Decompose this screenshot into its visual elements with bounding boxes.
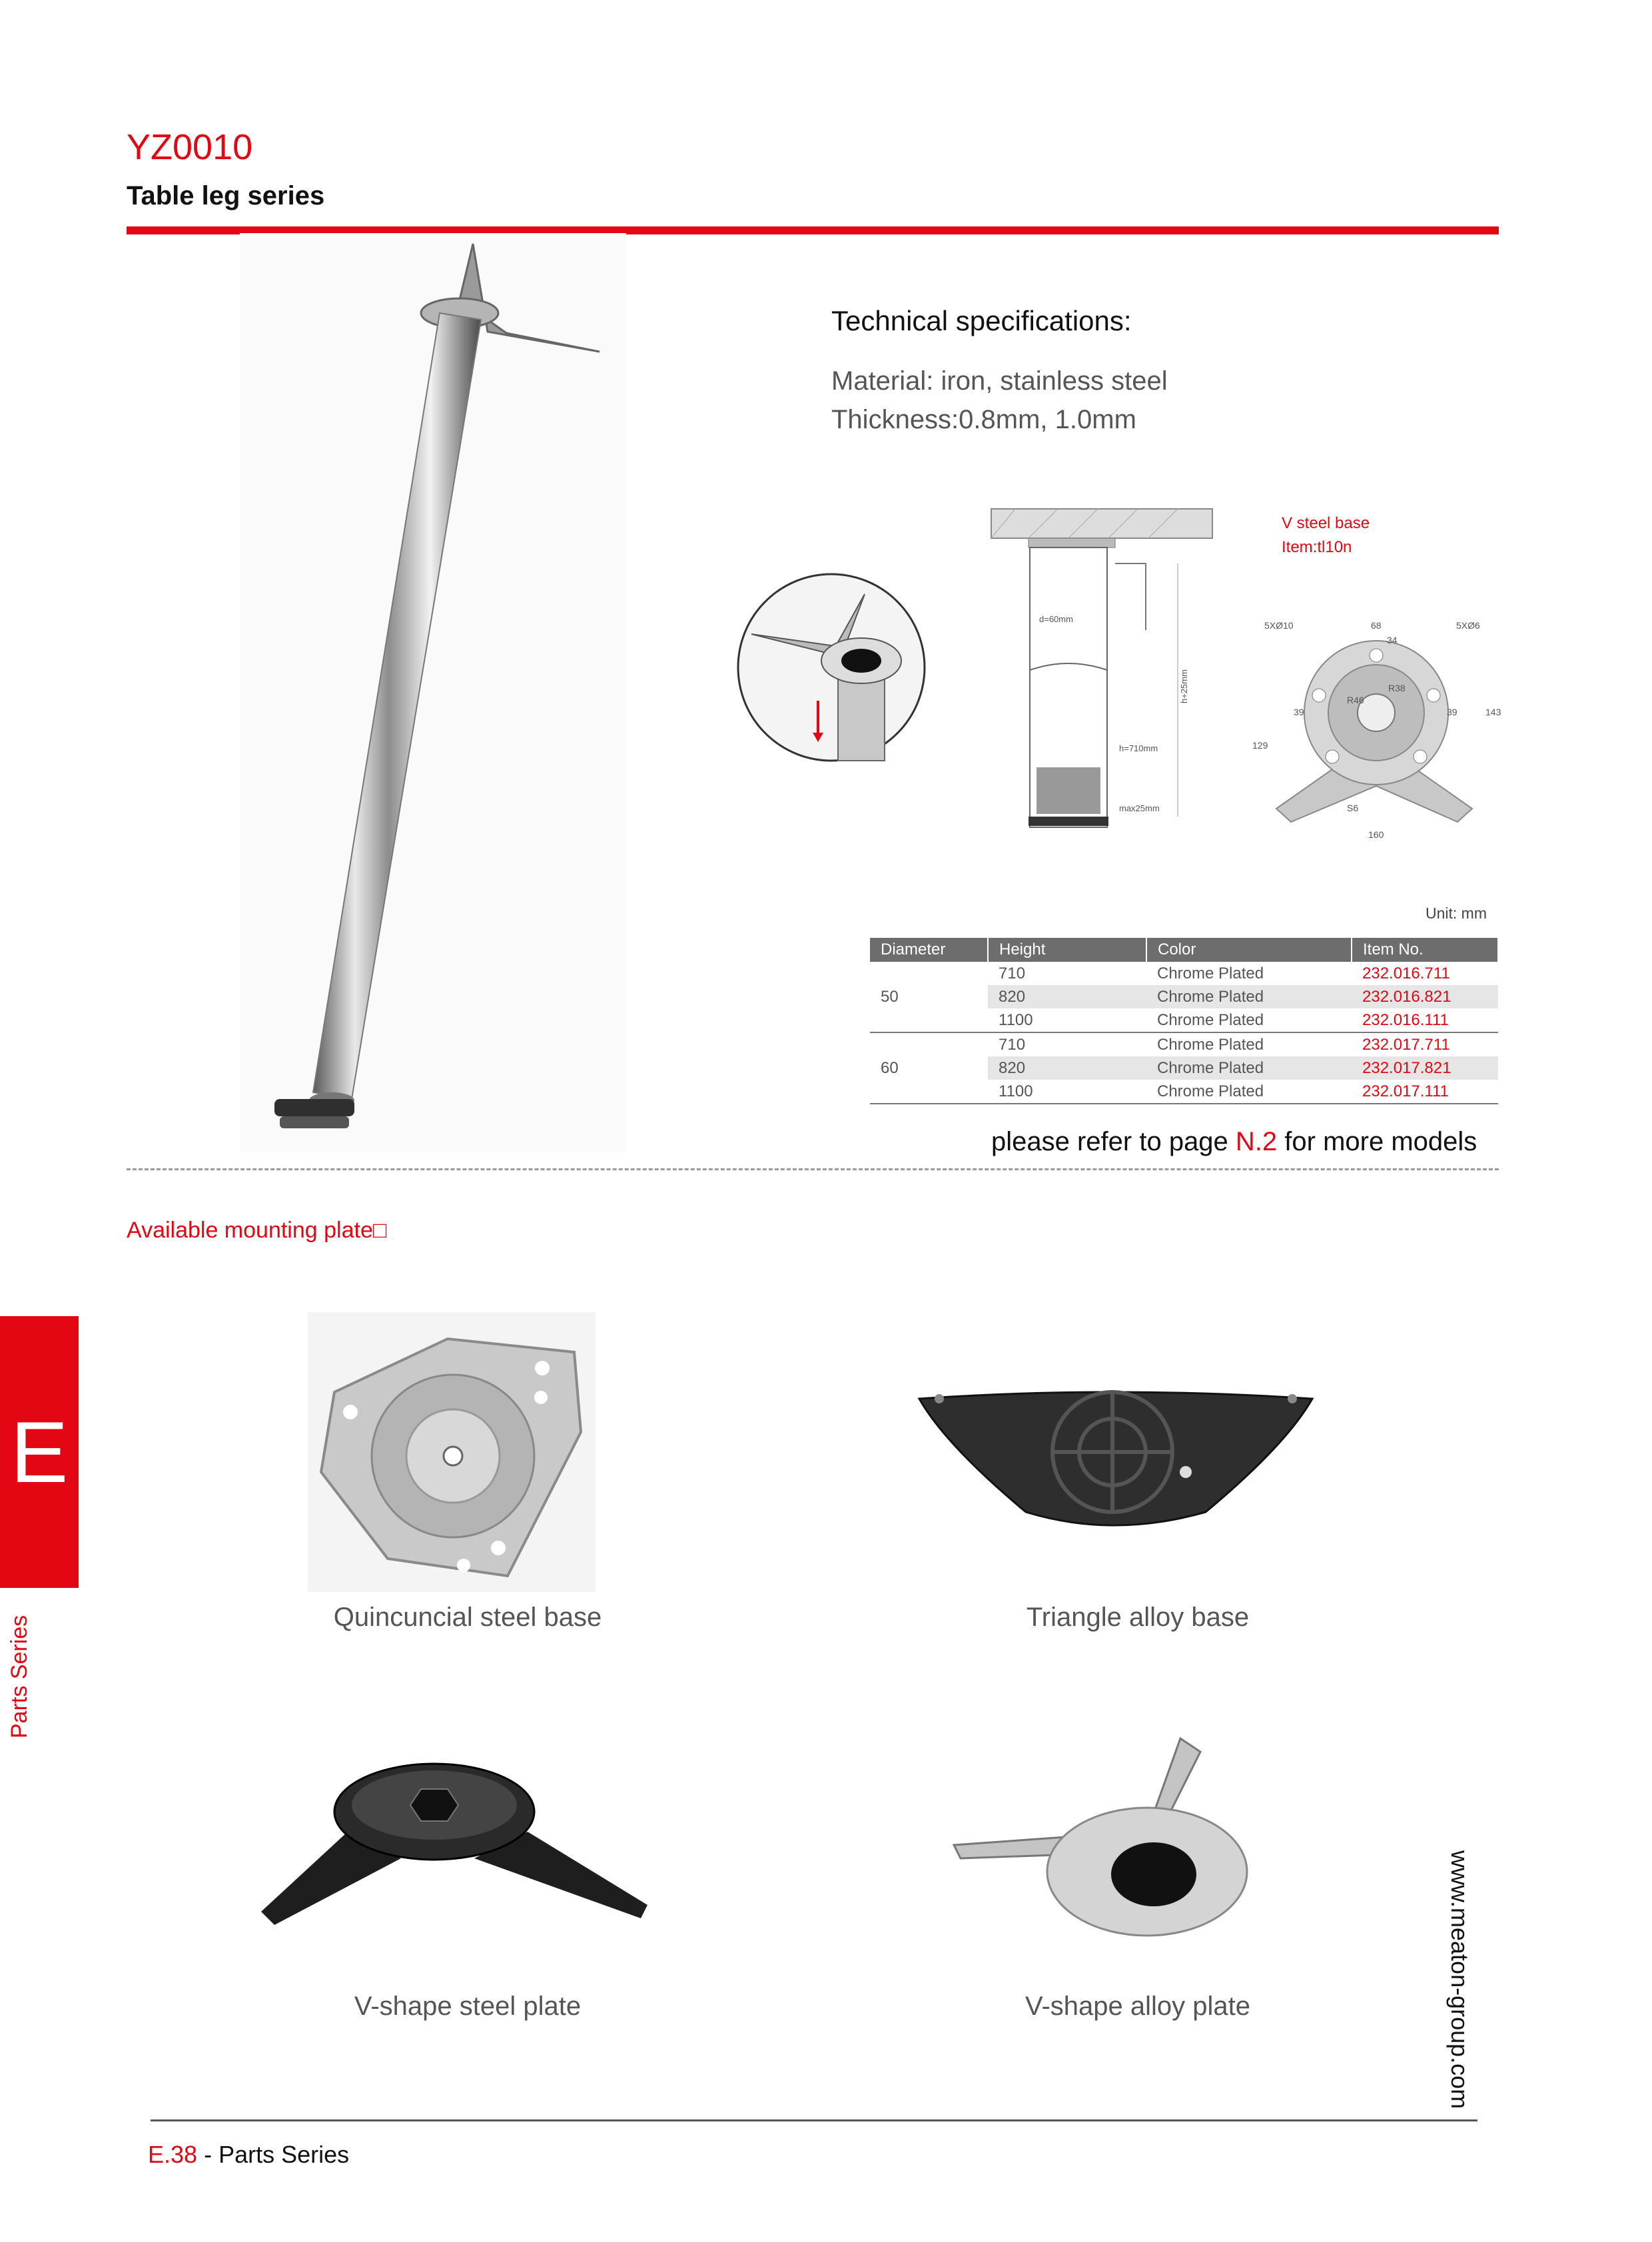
color-cell: Chrome Plated [1157, 1035, 1264, 1054]
dim-143: 143 [1485, 707, 1501, 717]
v-base-title: V steel base [1282, 514, 1370, 532]
v-base-drawing [1246, 615, 1512, 855]
refer-page-link[interactable]: N.2 [1235, 1127, 1278, 1156]
footer-section: Parts Series [218, 2141, 350, 2168]
dim-129: 129 [1252, 740, 1268, 751]
color-cell: Chrome Plated [1146, 1008, 1352, 1032]
section-divider [127, 1168, 1499, 1170]
height-cell: 710 [999, 1035, 1026, 1054]
v-base-item: Item:tl10n [1282, 538, 1352, 556]
v-shape-alloy-plate-caption: V-shape alloy plate [1025, 1992, 1250, 2021]
dim-h-plus: h+25mm [1179, 669, 1189, 703]
col-item-no: Item No. [1352, 938, 1498, 962]
table-row [870, 1032, 1498, 1056]
page-footer [148, 2141, 349, 2169]
v-shape-alloy-plate-image [947, 1732, 1260, 1945]
leg-dimension-drawing [989, 504, 1215, 850]
color-cell: Chrome Plated [1146, 985, 1352, 1008]
item-cell: 232.017.711 [1362, 1035, 1450, 1054]
refer-pre: please refer to page [991, 1127, 1236, 1156]
footer-separator: - [197, 2141, 219, 2168]
series-title: Table leg series [127, 181, 325, 210]
footer-rule [151, 2119, 1477, 2121]
item-cell: 232.016.711 [1362, 964, 1450, 982]
dim-max: max25mm [1119, 803, 1160, 813]
item-cell: 232.016.821 [1352, 985, 1498, 1008]
spec-table [870, 938, 1499, 1104]
refer-post: for more models [1277, 1127, 1477, 1156]
col-height: Height [988, 938, 1146, 962]
item-cell: 232.017.821 [1352, 1056, 1498, 1080]
section-tab-letter: E [10, 1403, 69, 1501]
height-cell: 820 [988, 985, 1146, 1008]
triangle-alloy-base-caption: Triangle alloy base [1026, 1603, 1250, 1632]
quincuncial-steel-base-caption: Quincuncial steel base [333, 1603, 602, 1632]
diameter-cell: 50 [870, 962, 988, 1032]
dim-holes-b: 5XØ6 [1456, 620, 1480, 631]
dim-r46: R46 [1347, 695, 1364, 705]
side-section-label: Parts Series [7, 1615, 32, 1738]
material-spec: Material: iron, stainless steel [831, 366, 1168, 396]
specs-title: Technical specifications: [831, 305, 1132, 336]
page-number: E.38 [148, 2141, 198, 2168]
v-shape-steel-plate-image [248, 1758, 661, 1932]
unit-label: Unit: mm [1426, 905, 1487, 922]
v-shape-steel-plate-caption: V-shape steel plate [354, 1992, 582, 2021]
quincuncial-steel-base-image [308, 1312, 596, 1592]
section-tab-e[interactable] [0, 1316, 79, 1588]
dim-34: 34 [1387, 635, 1398, 645]
height-cell: 1100 [988, 1080, 1146, 1104]
triangle-alloy-base-image [913, 1379, 1319, 1539]
refer-note [991, 1127, 1477, 1157]
col-diameter: Diameter [870, 938, 988, 962]
dim-68: 68 [1371, 620, 1382, 631]
thickness-spec: Thickness:0.8mm, 1.0mm [831, 405, 1136, 434]
dim-s6: S6 [1347, 803, 1359, 813]
item-cell: 232.017.111 [1352, 1080, 1498, 1104]
dim-height: h=710mm [1119, 743, 1158, 753]
dim-diameter: d=60mm [1039, 614, 1073, 624]
diameter-cell: 60 [870, 1032, 988, 1104]
dim-holes-a: 5XØ10 [1264, 620, 1294, 631]
model-number: YZ0010 [127, 127, 253, 167]
height-cell: 1100 [988, 1008, 1146, 1032]
bracket-detail-image [731, 567, 931, 767]
table-header-row [870, 938, 1498, 962]
website-url[interactable]: www.meaton-group.com [1446, 1850, 1473, 2109]
color-cell: Chrome Plated [1146, 1056, 1352, 1080]
height-cell: 710 [999, 964, 1026, 982]
col-color: Color [1146, 938, 1352, 962]
dim-39-left: 39 [1294, 707, 1304, 717]
table-row [870, 962, 1498, 985]
color-cell: Chrome Plated [1157, 964, 1264, 982]
mounting-title: Available mounting plate□ [127, 1218, 387, 1243]
table-leg-image [240, 233, 626, 1152]
dim-r38: R38 [1388, 683, 1406, 693]
height-cell: 820 [988, 1056, 1146, 1080]
dim-39-right: 39 [1447, 707, 1457, 717]
item-cell: 232.016.111 [1352, 1008, 1498, 1032]
color-cell: Chrome Plated [1146, 1080, 1352, 1104]
dim-160: 160 [1368, 829, 1384, 840]
